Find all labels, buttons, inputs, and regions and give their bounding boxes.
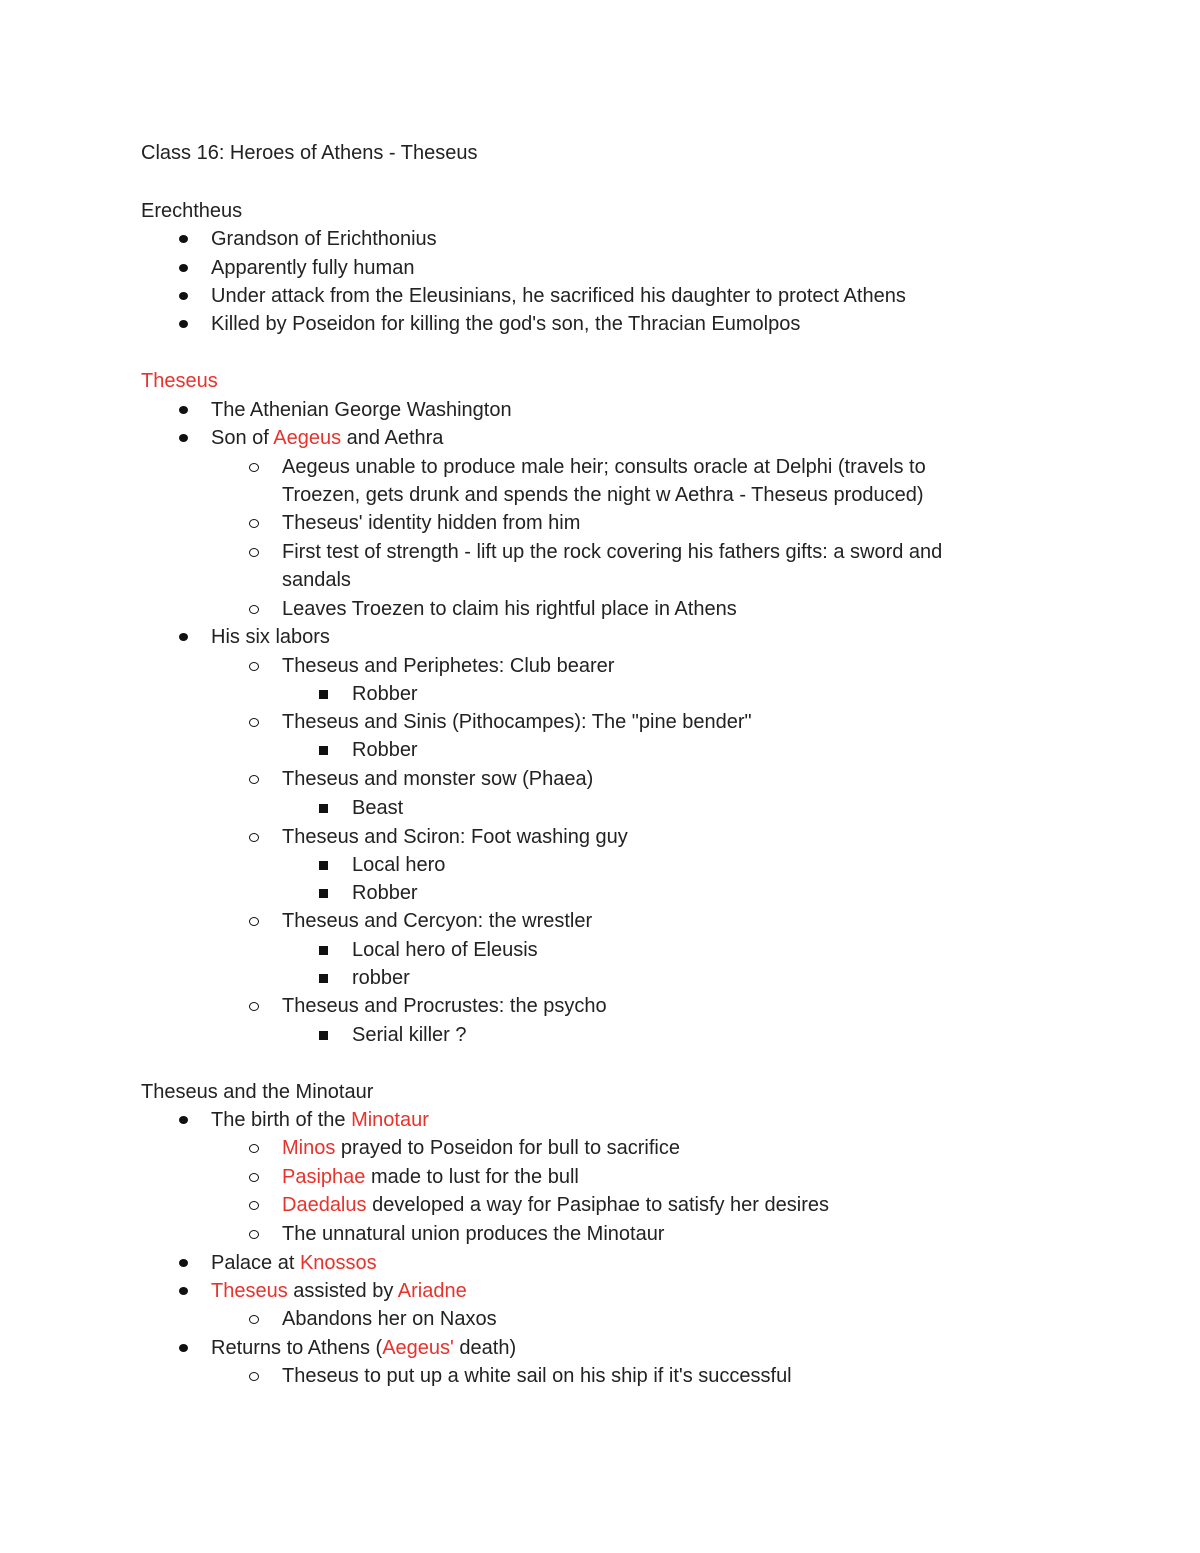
text-run: The birth of the xyxy=(211,1109,352,1131)
line-text xyxy=(352,680,418,708)
list-item xyxy=(0,936,1200,964)
line-text xyxy=(352,879,418,907)
list-item xyxy=(0,1134,1200,1162)
line-text xyxy=(282,566,351,594)
text-run: Robber xyxy=(352,683,418,705)
list-item xyxy=(0,851,1200,879)
text-run: Robber xyxy=(352,882,418,904)
list-item xyxy=(0,481,1200,509)
list-item xyxy=(0,566,1200,594)
text-run: The Athenian George Washington xyxy=(211,399,512,421)
bullet-disc-icon xyxy=(179,633,188,641)
bullet-disc-icon xyxy=(179,406,188,414)
line-text xyxy=(352,936,538,964)
bullet-disc-icon xyxy=(179,1287,188,1295)
bullet-disc-icon xyxy=(179,1344,188,1352)
list-item xyxy=(0,623,1200,651)
bullet-circle-icon xyxy=(249,519,259,528)
highlighted-term: Aegeus' xyxy=(382,1337,454,1359)
bullet-square-icon xyxy=(319,690,328,699)
line-text xyxy=(282,1220,664,1248)
list-item xyxy=(0,794,1200,822)
highlighted-term: Daedalus xyxy=(282,1194,367,1216)
bullet-square-icon xyxy=(319,746,328,755)
line-text xyxy=(282,595,737,623)
text-run: Returns to Athens ( xyxy=(211,1337,383,1359)
text-run: sandals xyxy=(282,569,351,591)
line-text xyxy=(282,1362,792,1390)
list-item xyxy=(0,595,1200,623)
bullet-circle-icon xyxy=(249,917,259,926)
line-text xyxy=(282,1305,497,1333)
text-run: Robber xyxy=(352,739,418,761)
line-text xyxy=(352,851,445,879)
line-text xyxy=(211,396,512,424)
line-text xyxy=(211,1106,429,1134)
bullet-disc-icon xyxy=(179,292,188,300)
bullet-disc-icon xyxy=(179,1116,188,1124)
text-run: Theseus and monster sow (Phaea) xyxy=(282,768,594,790)
list-item xyxy=(0,509,1200,537)
text-run: Palace at xyxy=(211,1252,300,1274)
text-run: Grandson of Erichthonius xyxy=(211,228,437,250)
line-text xyxy=(352,964,410,992)
list-item xyxy=(0,1277,1200,1305)
list-item xyxy=(0,225,1200,253)
text-run: Class 16: Heroes of Athens - Theseus xyxy=(141,142,478,164)
text-run: Abandons her on Naxos xyxy=(282,1308,497,1330)
list-item xyxy=(0,1305,1200,1333)
list-item xyxy=(0,652,1200,680)
bullet-circle-icon xyxy=(249,548,259,557)
text-run: made to lust for the bull xyxy=(365,1166,579,1188)
text-run: prayed to Poseidon for bull to sacrifice xyxy=(335,1137,680,1159)
bullet-disc-icon xyxy=(179,264,188,272)
list-item xyxy=(0,708,1200,736)
list-item xyxy=(0,680,1200,708)
text-run: and Aethra xyxy=(341,427,444,449)
section-heading xyxy=(0,367,1200,395)
line-text xyxy=(141,1078,373,1106)
bullet-circle-icon xyxy=(249,1315,259,1324)
bullet-square-icon xyxy=(319,861,328,870)
line-text xyxy=(211,254,414,282)
bullet-disc-icon xyxy=(179,235,188,243)
line-text xyxy=(211,424,443,452)
highlighted-term: Knossos xyxy=(299,1252,377,1274)
bullet-circle-icon xyxy=(249,605,259,614)
list-item xyxy=(0,907,1200,935)
text-run: Aegeus unable to produce male heir; consults oracle at Delphi (travels to xyxy=(282,456,926,478)
bullet-square-icon xyxy=(319,1031,328,1040)
list-item xyxy=(0,1106,1200,1134)
line-text xyxy=(352,736,418,764)
text-run: Leaves Troezen to claim his rightful place in Athens xyxy=(282,598,737,620)
text-run: Theseus and Sinis (Pithocampes): The "pine bender" xyxy=(282,711,752,733)
text-run: Under attack from the Eleusinians, he sacrificed his daughter to protect Athens xyxy=(211,285,906,307)
highlighted-term: Aegeus xyxy=(273,427,342,449)
bullet-circle-icon xyxy=(249,1173,259,1182)
bullet-circle-icon xyxy=(249,1002,259,1011)
text-run: Killed by Poseidon for killing the god's son, the Thracian Eumolpos xyxy=(211,313,801,335)
list-item xyxy=(0,396,1200,424)
bullet-disc-icon xyxy=(179,1259,188,1267)
bullet-circle-icon xyxy=(249,1230,259,1239)
text-run: Theseus and Periphetes: Club bearer xyxy=(282,655,615,677)
line-text xyxy=(141,197,242,225)
text-run: Local hero xyxy=(352,854,446,876)
line-text xyxy=(282,481,924,509)
line-text xyxy=(352,794,403,822)
list-item xyxy=(0,1191,1200,1219)
line-text xyxy=(282,509,580,537)
bullet-circle-icon xyxy=(249,775,259,784)
list-item xyxy=(0,453,1200,481)
bullet-circle-icon xyxy=(249,1372,259,1381)
list-item xyxy=(0,992,1200,1020)
line-text xyxy=(141,139,477,167)
line-text xyxy=(282,652,614,680)
list-item xyxy=(0,823,1200,851)
list-item xyxy=(0,1163,1200,1191)
section-heading xyxy=(0,139,1200,167)
text-run: The unnatural union produces the Minotaur xyxy=(282,1223,665,1245)
text-run: assisted by xyxy=(287,1280,398,1302)
line-text xyxy=(211,1334,516,1362)
line-text xyxy=(211,623,330,651)
line-text xyxy=(211,1249,377,1277)
highlighted-term: Ariadne xyxy=(397,1280,467,1302)
line-text xyxy=(211,310,800,338)
list-item xyxy=(0,879,1200,907)
text-run: Theseus and Cercyon: the wrestler xyxy=(282,910,593,932)
bullet-circle-icon xyxy=(249,1144,259,1153)
list-item xyxy=(0,1220,1200,1248)
list-item xyxy=(0,1021,1200,1049)
bullet-square-icon xyxy=(319,974,328,983)
line-text xyxy=(141,367,218,395)
list-item xyxy=(0,736,1200,764)
list-item xyxy=(0,310,1200,338)
bullet-disc-icon xyxy=(179,320,188,328)
line-text xyxy=(282,823,628,851)
list-item xyxy=(0,1334,1200,1362)
bullet-square-icon xyxy=(319,889,328,898)
text-run: Troezen, gets drunk and spends the night w Aethra - Theseus produced) xyxy=(282,484,924,506)
line-text xyxy=(352,1021,466,1049)
text-run: death) xyxy=(453,1337,517,1359)
line-text xyxy=(211,282,906,310)
text-run: Theseus and Sciron: Foot washing guy xyxy=(282,826,628,848)
list-item xyxy=(0,538,1200,566)
highlighted-term: Minotaur xyxy=(351,1109,429,1131)
bullet-circle-icon xyxy=(249,662,259,671)
highlighted-term: Theseus xyxy=(141,370,218,392)
text-run: Theseus to put up a white sail on his ship if it's successful xyxy=(282,1365,792,1387)
highlighted-term: Pasiphae xyxy=(282,1166,366,1188)
line-text xyxy=(282,907,592,935)
text-run: Theseus' identity hidden from him xyxy=(282,512,581,534)
text-run: Theseus and Procrustes: the psycho xyxy=(282,995,607,1017)
line-text xyxy=(282,453,926,481)
list-item xyxy=(0,254,1200,282)
text-run: robber xyxy=(352,967,410,989)
text-run: Son of xyxy=(211,427,274,449)
text-run: Beast xyxy=(352,797,404,819)
text-run: developed a way for Pasiphae to satisfy her desires xyxy=(366,1194,829,1216)
text-run: Theseus and the Minotaur xyxy=(141,1081,374,1103)
text-run: His six labors xyxy=(211,626,330,648)
text-run: Erechtheus xyxy=(141,200,243,222)
list-item xyxy=(0,1249,1200,1277)
bullet-circle-icon xyxy=(249,1201,259,1210)
line-text xyxy=(211,225,437,253)
line-text xyxy=(211,1277,467,1305)
line-text xyxy=(282,1163,579,1191)
bullet-disc-icon xyxy=(179,434,188,442)
text-run: Serial killer ? xyxy=(352,1024,467,1046)
section-heading xyxy=(0,197,1200,225)
section-heading xyxy=(0,1078,1200,1106)
highlighted-term: Theseus xyxy=(211,1280,288,1302)
list-item xyxy=(0,765,1200,793)
bullet-square-icon xyxy=(319,946,328,955)
line-text xyxy=(282,1134,680,1162)
bullet-circle-icon xyxy=(249,463,259,472)
bullet-square-icon xyxy=(319,804,328,813)
list-item xyxy=(0,282,1200,310)
list-item xyxy=(0,424,1200,452)
text-run: Local hero of Eleusis xyxy=(352,939,538,961)
list-item xyxy=(0,964,1200,992)
line-text xyxy=(282,708,752,736)
bullet-circle-icon xyxy=(249,833,259,842)
line-text xyxy=(282,538,942,566)
text-run: Apparently fully human xyxy=(211,257,415,279)
highlighted-term: Minos xyxy=(282,1137,336,1159)
list-item xyxy=(0,1362,1200,1390)
line-text xyxy=(282,765,593,793)
line-text xyxy=(282,992,607,1020)
bullet-circle-icon xyxy=(249,718,259,727)
text-run: First test of strength - lift up the rock covering his fathers gifts: a sword and xyxy=(282,541,943,563)
line-text xyxy=(282,1191,829,1219)
